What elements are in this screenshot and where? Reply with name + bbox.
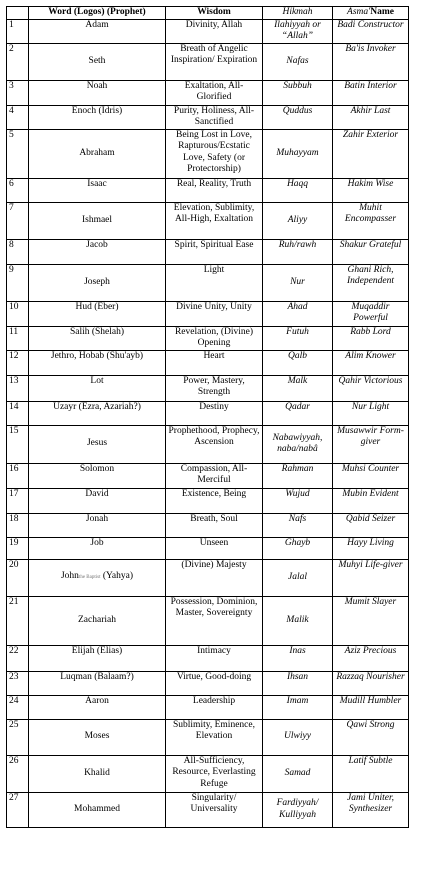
row-number: 1 bbox=[7, 19, 29, 43]
row-number: 23 bbox=[7, 671, 29, 695]
word-prophet-text: Jacob bbox=[86, 239, 108, 250]
table-row bbox=[7, 792, 409, 827]
table-row bbox=[7, 559, 409, 596]
row-number: 13 bbox=[7, 375, 29, 401]
asma-name-cell: Rabb Lord bbox=[333, 326, 409, 350]
header-word: Word (Logos) (Prophet) bbox=[29, 7, 166, 20]
word-prophet-cell bbox=[29, 513, 166, 537]
hikmah-cell: Ghayb bbox=[263, 537, 333, 559]
table-row bbox=[7, 202, 409, 239]
word-prophet-cell bbox=[29, 671, 166, 695]
asma-name-cell: Ghani Rich, Independent bbox=[333, 264, 409, 301]
hikmah-cell: Aliyy bbox=[263, 202, 333, 239]
word-prophet-text: Abraham bbox=[79, 147, 115, 158]
word-prophet-cell bbox=[29, 239, 166, 264]
wisdom-cell: Elevation, Sublimity, All-High, Exaltation bbox=[166, 202, 263, 239]
wisdom-cell: Compassion, All-Merciful bbox=[166, 463, 263, 488]
hikmah-cell: Malk bbox=[263, 375, 333, 401]
word-prophet-text: Noah bbox=[86, 80, 108, 91]
header-asma-prefix: Asma' bbox=[347, 7, 371, 17]
table-row bbox=[7, 695, 409, 719]
hikmah-cell: Ilahiyyah or “Allah” bbox=[263, 19, 333, 43]
asma-name-cell: Mudill Humbler bbox=[333, 695, 409, 719]
word-prophet-text: Zachariah bbox=[78, 614, 116, 625]
wisdom-cell: Divine Unity, Unity bbox=[166, 301, 263, 326]
word-prophet-cell bbox=[29, 645, 166, 671]
row-number: 12 bbox=[7, 350, 29, 375]
asma-name-cell: Badi Constructor bbox=[333, 19, 409, 43]
wisdom-cell: Destiny bbox=[166, 401, 263, 425]
word-prophet-text: Jesus bbox=[86, 438, 108, 449]
header-asma-name bbox=[333, 7, 409, 20]
word-prophet-text: Moses bbox=[84, 731, 110, 742]
hikmah-cell: Ahad bbox=[263, 301, 333, 326]
asma-name-cell: Aziz Precious bbox=[333, 645, 409, 671]
wisdom-cell: Sublimity, Eminence, Elevation bbox=[166, 719, 263, 755]
prophet-wisdom-table bbox=[6, 6, 409, 828]
word-prophet-cell bbox=[29, 80, 166, 105]
row-number: 11 bbox=[7, 326, 29, 350]
word-prophet-cell bbox=[29, 488, 166, 513]
table-row bbox=[7, 645, 409, 671]
row-number: 8 bbox=[7, 239, 29, 264]
table-row bbox=[7, 425, 409, 463]
row-number: 4 bbox=[7, 105, 29, 129]
row-number: 20 bbox=[7, 559, 29, 596]
word-prophet-cell bbox=[29, 375, 166, 401]
word-prophet-text: Uzayr (Ezra, Azariah?) bbox=[53, 401, 141, 412]
row-number: 21 bbox=[7, 596, 29, 645]
wisdom-cell: Purity, Holiness, All-Sanctified bbox=[166, 105, 263, 129]
wisdom-cell: Spirit, Spiritual Ease bbox=[166, 239, 263, 264]
word-prophet-text: Hud (Eber) bbox=[75, 301, 119, 312]
row-number: 24 bbox=[7, 695, 29, 719]
hikmah-cell: Qalb bbox=[263, 350, 333, 375]
word-prophet-cell bbox=[29, 350, 166, 375]
asma-name-cell: Batin Interior bbox=[333, 80, 409, 105]
asma-name-cell: Muhsi Counter bbox=[333, 463, 409, 488]
wisdom-cell: Power, Mastery, Strength bbox=[166, 375, 263, 401]
asma-name-cell: Jami Uniter, Synthesizer bbox=[333, 792, 409, 827]
table-row bbox=[7, 19, 409, 43]
word-prophet-cell bbox=[29, 301, 166, 326]
asma-name-cell: Qabid Seizer bbox=[333, 513, 409, 537]
hikmah-cell: Imam bbox=[263, 695, 333, 719]
wisdom-cell: Possession, Dominion, Master, Sovereignty bbox=[166, 596, 263, 645]
wisdom-cell: Prophethood, Prophecy, Ascension bbox=[166, 425, 263, 463]
header-wisdom: Wisdom bbox=[166, 7, 263, 20]
hikmah-cell: Malik bbox=[263, 596, 333, 645]
hikmah-cell: Nafs bbox=[263, 513, 333, 537]
word-prophet-text: Enoch (Idris) bbox=[71, 105, 123, 116]
wisdom-cell: Revelation, (Divine) Opening bbox=[166, 326, 263, 350]
hikmah-cell: Haqq bbox=[263, 178, 333, 202]
table-row bbox=[7, 488, 409, 513]
row-number: 19 bbox=[7, 537, 29, 559]
word-prophet-text: Seth bbox=[88, 55, 106, 66]
hikmah-cell: Nafas bbox=[263, 43, 333, 80]
row-number: 5 bbox=[7, 129, 29, 178]
word-tail: (Yahya) bbox=[100, 571, 134, 582]
word-prophet-text: John bbox=[60, 571, 79, 582]
wisdom-cell: (Divine) Majesty bbox=[166, 559, 263, 596]
hikmah-cell: Samad bbox=[263, 755, 333, 792]
word-prophet-text: David bbox=[85, 488, 109, 499]
hikmah-cell: Nur bbox=[263, 264, 333, 301]
word-prophet-cell bbox=[29, 202, 166, 239]
wisdom-cell: Real, Reality, Truth bbox=[166, 178, 263, 202]
word-prophet-cell bbox=[29, 463, 166, 488]
word-prophet-cell bbox=[29, 129, 166, 178]
row-number: 27 bbox=[7, 792, 29, 827]
word-prophet-text: Joseph bbox=[84, 276, 110, 287]
table-row bbox=[7, 350, 409, 375]
table-row bbox=[7, 596, 409, 645]
row-number: 16 bbox=[7, 463, 29, 488]
row-number: 17 bbox=[7, 488, 29, 513]
word-prophet-cell bbox=[29, 596, 166, 645]
word-prophet-text: Jethro, Hobab (Shu'ayb) bbox=[50, 350, 144, 361]
table-row bbox=[7, 129, 409, 178]
hikmah-cell: Nabawiyyah, naba/nabâ bbox=[263, 425, 333, 463]
table-row bbox=[7, 719, 409, 755]
table-row bbox=[7, 105, 409, 129]
hikmah-cell: Rahman bbox=[263, 463, 333, 488]
table-row bbox=[7, 239, 409, 264]
hikmah-cell: Qadar bbox=[263, 401, 333, 425]
row-number: 9 bbox=[7, 264, 29, 301]
asma-name-cell: Alim Knower bbox=[333, 350, 409, 375]
row-number: 25 bbox=[7, 719, 29, 755]
wisdom-cell: Breath of Angelic Inspiration/ Expiration bbox=[166, 43, 263, 80]
row-number: 3 bbox=[7, 80, 29, 105]
word-prophet-text: Ishmael bbox=[81, 214, 113, 225]
header-number bbox=[7, 7, 29, 20]
word-prophet-text: Khalid bbox=[84, 767, 110, 778]
word-prophet-cell bbox=[29, 178, 166, 202]
row-number: 26 bbox=[7, 755, 29, 792]
table-row bbox=[7, 755, 409, 792]
asma-name-cell: Ba'is Invoker bbox=[333, 43, 409, 80]
row-number: 10 bbox=[7, 301, 29, 326]
asma-name-cell: Qahir Victorious bbox=[333, 375, 409, 401]
word-prophet-cell bbox=[29, 755, 166, 792]
table-row bbox=[7, 401, 409, 425]
asma-name-cell: Mumit Slayer bbox=[333, 596, 409, 645]
table-row bbox=[7, 80, 409, 105]
asma-name-cell: Latif Subtle bbox=[333, 755, 409, 792]
word-prophet-text: Isaac bbox=[87, 178, 107, 189]
wisdom-cell: Leadership bbox=[166, 695, 263, 719]
row-number: 22 bbox=[7, 645, 29, 671]
table-row bbox=[7, 671, 409, 695]
row-number: 2 bbox=[7, 43, 29, 80]
word-prophet-text: Luqman (Balaam?) bbox=[60, 671, 134, 682]
asma-name-cell: Zahir Exterior bbox=[333, 129, 409, 178]
word-prophet-text: Jonah bbox=[85, 513, 109, 524]
wisdom-cell: Virtue, Good-doing bbox=[166, 671, 263, 695]
word-prophet-cell bbox=[29, 695, 166, 719]
wisdom-cell: Being Lost in Love, Rapturous/Ecstatic Love, Safety (or Protectorship) bbox=[166, 129, 263, 178]
table-row bbox=[7, 264, 409, 301]
word-prophet-text: Job bbox=[90, 537, 104, 548]
asma-name-cell: Muhyi Life-giver bbox=[333, 559, 409, 596]
table-row bbox=[7, 326, 409, 350]
row-number: 14 bbox=[7, 401, 29, 425]
asma-name-cell: Razzaq Nourisher bbox=[333, 671, 409, 695]
header-hikmah: Hikmah bbox=[263, 7, 333, 20]
hikmah-cell: Inas bbox=[263, 645, 333, 671]
wisdom-cell: Exaltation, All-Glorified bbox=[166, 80, 263, 105]
word-prophet-text: Elijah (Elias) bbox=[71, 645, 123, 656]
row-number: 15 bbox=[7, 425, 29, 463]
table-row bbox=[7, 43, 409, 80]
word-prophet-text: Mohammed bbox=[74, 803, 120, 814]
word-prophet-cell bbox=[29, 425, 166, 463]
hikmah-cell: Fardiyyah/ Kulliyyah bbox=[263, 792, 333, 827]
asma-name-cell: Nur Light bbox=[333, 401, 409, 425]
word-prophet-cell bbox=[29, 792, 166, 827]
hikmah-cell: Ulwiyy bbox=[263, 719, 333, 755]
word-prophet-cell bbox=[29, 537, 166, 559]
asma-name-cell: Qawi Strong bbox=[333, 719, 409, 755]
hikmah-cell: Quddus bbox=[263, 105, 333, 129]
table-row bbox=[7, 513, 409, 537]
hikmah-cell: Muhayyam bbox=[263, 129, 333, 178]
word-prophet-cell bbox=[29, 401, 166, 425]
wisdom-cell: Breath, Soul bbox=[166, 513, 263, 537]
hikmah-cell: Wujud bbox=[263, 488, 333, 513]
hikmah-cell: Futuh bbox=[263, 326, 333, 350]
word-prophet-text: Solomon bbox=[79, 463, 115, 474]
wisdom-cell: Intimacy bbox=[166, 645, 263, 671]
header-row bbox=[7, 7, 409, 20]
table-row bbox=[7, 301, 409, 326]
prophet-wisdom-table-page bbox=[6, 6, 416, 828]
asma-name-cell: Muqaddir Powerful bbox=[333, 301, 409, 326]
table-row bbox=[7, 537, 409, 559]
word-prophet-cell bbox=[29, 19, 166, 43]
asma-name-cell: Hayy Living bbox=[333, 537, 409, 559]
word-prophet-text: Adam bbox=[85, 19, 109, 30]
asma-name-cell: Akhir Last bbox=[333, 105, 409, 129]
asma-name-cell: Musawwir Form-giver bbox=[333, 425, 409, 463]
asma-name-cell: Muhit Encompasser bbox=[333, 202, 409, 239]
wisdom-cell: Light bbox=[166, 264, 263, 301]
table-body bbox=[7, 19, 409, 827]
word-prophet-text: Lot bbox=[90, 375, 104, 386]
wisdom-cell: Existence, Being bbox=[166, 488, 263, 513]
wisdom-cell: Divinity, Allah bbox=[166, 19, 263, 43]
row-number: 7 bbox=[7, 202, 29, 239]
hikmah-cell: Jalal bbox=[263, 559, 333, 596]
word-prophet-cell bbox=[29, 264, 166, 301]
wisdom-cell: Unseen bbox=[166, 537, 263, 559]
word-prophet-text: Salih (Shelah) bbox=[69, 326, 125, 337]
table-row bbox=[7, 463, 409, 488]
asma-name-cell: Mubin Evident bbox=[333, 488, 409, 513]
table-row bbox=[7, 178, 409, 202]
hikmah-cell: Ihsan bbox=[263, 671, 333, 695]
wisdom-cell: All-Sufficiency, Resource, Everlasting Refuge bbox=[166, 755, 263, 792]
asma-name-cell: Shakur Grateful bbox=[333, 239, 409, 264]
row-number: 6 bbox=[7, 178, 29, 202]
word-prophet-cell bbox=[29, 559, 166, 596]
wisdom-cell: Heart bbox=[166, 350, 263, 375]
word-prophet-cell bbox=[29, 326, 166, 350]
table-row bbox=[7, 375, 409, 401]
word-prophet-cell bbox=[29, 105, 166, 129]
row-number: 18 bbox=[7, 513, 29, 537]
word-prophet-cell bbox=[29, 43, 166, 80]
word-prophet-cell bbox=[29, 719, 166, 755]
asma-name-cell: Hakim Wise bbox=[333, 178, 409, 202]
word-prophet-text: Aaron bbox=[85, 695, 109, 706]
word-note: the Baptist bbox=[78, 575, 101, 581]
hikmah-cell: Subbuh bbox=[263, 80, 333, 105]
hikmah-cell: Ruh/rawh bbox=[263, 239, 333, 264]
header-name-suffix: Name bbox=[370, 7, 394, 17]
wisdom-cell: Singularity/ Universality bbox=[166, 792, 263, 827]
